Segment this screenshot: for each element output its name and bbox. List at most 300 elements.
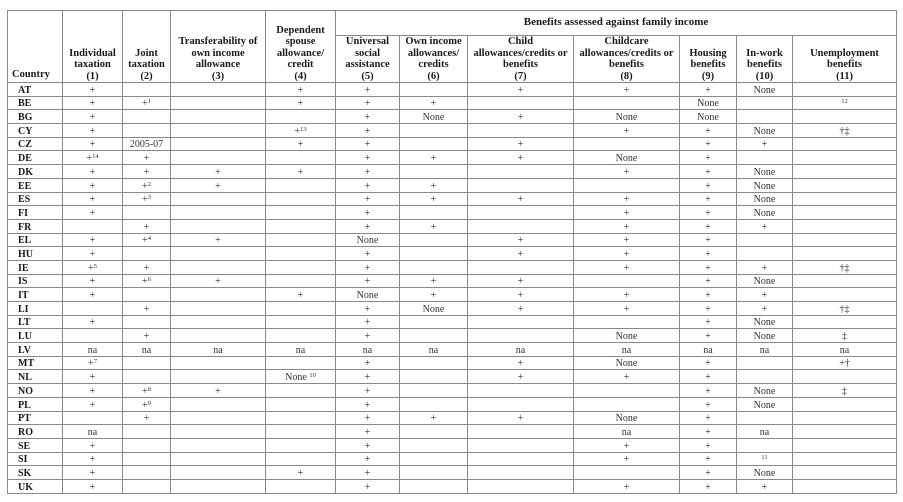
table-cell-col-9 <box>680 343 737 357</box>
table-cell-col-7 <box>468 302 574 316</box>
table-cell-col-10 <box>737 165 793 179</box>
table-cell-col-6 <box>400 219 468 233</box>
table-cell-col-6 <box>400 288 468 302</box>
table-cell-col-2 <box>123 165 171 179</box>
table-cell-col-3 <box>171 425 266 439</box>
table-cell-col-2 <box>123 274 171 288</box>
table-row <box>8 479 897 493</box>
table-cell-col-3 <box>171 411 266 425</box>
table-cell-col-11 <box>793 124 897 138</box>
table-cell-col-11 <box>793 178 897 192</box>
cell-value: + <box>761 221 768 233</box>
table-cell-col-9 <box>680 302 737 316</box>
cell-value: + <box>364 180 371 192</box>
cell-value: + <box>143 413 150 425</box>
cell-value: None <box>753 467 776 479</box>
cell-value: + <box>142 385 148 397</box>
table-cell-col-10 <box>737 466 793 480</box>
table-cell-col-5 <box>336 438 400 452</box>
cell-value: + <box>364 413 371 425</box>
table-cell-col-5 <box>336 165 400 179</box>
table-row <box>8 438 897 452</box>
cell-value: na <box>621 344 632 356</box>
table-cell-col-11 <box>793 452 897 466</box>
country-code-cell: ES <box>8 192 63 206</box>
cell-value: + <box>89 372 96 384</box>
table-cell-col-11 <box>793 370 897 384</box>
country-code-cell: CZ <box>8 137 63 151</box>
cell-footnote-ref: 13 <box>300 125 307 133</box>
cell-value: + <box>705 207 711 219</box>
table-cell-col-6 <box>400 165 468 179</box>
cell-value: + <box>705 139 711 151</box>
table-cell-col-2 <box>123 137 171 151</box>
table-cell-col-2 <box>123 219 171 233</box>
country-code-cell: SK <box>8 466 63 480</box>
table-cell-col-11 <box>793 137 897 151</box>
cell-value: + <box>517 194 524 206</box>
country-code-cell: SE <box>8 438 63 452</box>
table-cell-col-9 <box>680 110 737 124</box>
cell-value: +† <box>839 358 850 370</box>
table-cell-col-2 <box>123 206 171 220</box>
country-code-cell: PT <box>8 411 63 425</box>
table-cell-col-10 <box>737 302 793 316</box>
cell-value: + <box>364 358 371 370</box>
table-cell-col-5 <box>336 315 400 329</box>
table-cell-col-3 <box>171 219 266 233</box>
table-cell-col-1 <box>63 288 123 302</box>
table-cell-col-3 <box>171 124 266 138</box>
table-cell-col-8 <box>574 165 680 179</box>
table-cell-col-5 <box>336 370 400 384</box>
table-cell-col-10 <box>737 397 793 411</box>
cell-value: + <box>89 166 96 178</box>
cell-value: + <box>705 454 711 466</box>
cell-value: + <box>364 372 371 384</box>
cell-value: na <box>515 344 526 356</box>
table-cell-col-2 <box>123 343 171 357</box>
table-cell-col-4 <box>266 452 336 466</box>
cell-value: None <box>753 207 776 219</box>
table-cell-col-5 <box>336 452 400 466</box>
country-code-cell: PL <box>8 397 63 411</box>
cell-value: + <box>705 467 711 479</box>
cell-value: + <box>761 139 768 151</box>
cell-value: + <box>517 235 524 247</box>
table-cell-col-3 <box>171 329 266 343</box>
col-header-8: Childcare allowances/credits or benefits (8) <box>574 36 680 83</box>
table-cell-col-10 <box>737 384 793 398</box>
cell-value: + <box>705 317 711 329</box>
table-cell-col-1 <box>63 397 123 411</box>
table-cell-col-5 <box>336 192 400 206</box>
cell-value: + <box>705 180 711 192</box>
table-cell-col-5 <box>336 343 400 357</box>
cell-value: + <box>364 248 371 260</box>
cell-value: + <box>143 221 150 233</box>
table-cell-col-4 <box>266 96 336 110</box>
table-cell-col-3 <box>171 83 266 97</box>
table-cell-col-3 <box>171 302 266 316</box>
table-cell-col-10 <box>737 260 793 274</box>
table-cell-col-1 <box>63 151 123 165</box>
table-cell-col-3 <box>171 247 266 261</box>
table-cell-col-11 <box>793 233 897 247</box>
table-row <box>8 411 897 425</box>
table-cell-col-9 <box>680 274 737 288</box>
table-cell-col-2 <box>123 192 171 206</box>
table-cell-col-5 <box>336 110 400 124</box>
table-row <box>8 260 897 274</box>
cell-value: + <box>364 276 371 288</box>
table-cell-col-9 <box>680 315 737 329</box>
table-cell-col-2 <box>123 479 171 493</box>
table-cell-col-1 <box>63 137 123 151</box>
cell-value: + <box>430 180 437 192</box>
cell-value: na <box>295 344 306 356</box>
table-cell-col-11 <box>793 302 897 316</box>
table-cell-col-2 <box>123 110 171 124</box>
cell-value: + <box>294 125 301 137</box>
table-cell-col-9 <box>680 466 737 480</box>
cell-value: None <box>615 112 638 124</box>
table-cell-col-1 <box>63 110 123 124</box>
table-row <box>8 178 897 192</box>
table-row <box>8 329 897 343</box>
cell-value: + <box>88 262 94 274</box>
table-cell-col-8 <box>574 206 680 220</box>
table-cell-col-5 <box>336 302 400 316</box>
table-cell-col-8 <box>574 343 680 357</box>
table-cell-col-2 <box>123 356 171 370</box>
table-cell-col-7 <box>468 288 574 302</box>
cell-value: + <box>705 413 711 425</box>
table-cell-col-4 <box>266 397 336 411</box>
table-cell-col-4 <box>266 466 336 480</box>
table-cell-col-6 <box>400 452 468 466</box>
cell-value: na <box>839 344 850 356</box>
country-code-cell: LI <box>8 302 63 316</box>
table-cell-col-11 <box>793 479 897 493</box>
cell-value: + <box>761 262 768 274</box>
table-row <box>8 315 897 329</box>
table-cell-col-6 <box>400 384 468 398</box>
table-cell-col-11 <box>793 206 897 220</box>
table-cell-col-3 <box>171 438 266 452</box>
table-cell-col-8 <box>574 178 680 192</box>
table-cell-col-10 <box>737 329 793 343</box>
table-cell-col-6 <box>400 124 468 138</box>
cell-footnote-ref: 9 <box>147 399 151 407</box>
table-cell-col-7 <box>468 219 574 233</box>
table-cell-col-11 <box>793 438 897 452</box>
cell-value: + <box>89 317 96 329</box>
table-cell-col-6 <box>400 233 468 247</box>
cell-footnote-ref: 5 <box>93 262 97 270</box>
cell-value: + <box>517 139 524 151</box>
table-cell-col-3 <box>171 192 266 206</box>
table-cell-col-7 <box>468 370 574 384</box>
country-code-cell: IS <box>8 274 63 288</box>
table-cell-col-10 <box>737 315 793 329</box>
table-cell-col-3 <box>171 137 266 151</box>
table-cell-col-8 <box>574 411 680 425</box>
table-cell-col-6 <box>400 110 468 124</box>
table-cell-col-2 <box>123 302 171 316</box>
table-row <box>8 288 897 302</box>
col-header-7: Child allowances/credits or benefits (7) <box>468 36 574 83</box>
table-cell-col-2 <box>123 411 171 425</box>
table-cell-col-7 <box>468 151 574 165</box>
cell-value: na <box>428 344 439 356</box>
table-cell-col-5 <box>336 219 400 233</box>
table-cell-col-1 <box>63 247 123 261</box>
table-cell-col-8 <box>574 452 680 466</box>
cell-value: + <box>89 194 96 206</box>
country-code-cell: EE <box>8 178 63 192</box>
table-cell-col-1 <box>63 219 123 233</box>
table-cell-col-6 <box>400 206 468 220</box>
country-code-cell: CY <box>8 124 63 138</box>
table-cell-col-10 <box>737 438 793 452</box>
table-cell-col-5 <box>336 384 400 398</box>
table-cell-col-8 <box>574 329 680 343</box>
table-cell-col-6 <box>400 315 468 329</box>
table-row <box>8 452 897 466</box>
table-cell-col-8 <box>574 151 680 165</box>
col-header-2: Joint taxation (2) <box>123 11 171 83</box>
cell-value: + <box>761 290 768 301</box>
cell-value: + <box>705 84 711 96</box>
cell-value: None <box>753 385 776 397</box>
table-cell-col-2 <box>123 370 171 384</box>
cell-value: + <box>430 276 437 288</box>
cell-value: + <box>705 358 711 370</box>
family-income-table <box>7 10 897 494</box>
cell-value: †‡ <box>839 262 850 274</box>
cell-value: + <box>517 372 524 384</box>
country-code-cell: DK <box>8 165 63 179</box>
table-cell-col-3 <box>171 260 266 274</box>
cell-value: None <box>697 112 719 124</box>
cell-value: + <box>623 303 630 315</box>
cell-value: + <box>143 303 150 315</box>
cell-value: + <box>89 98 96 110</box>
table-cell-col-11 <box>793 384 897 398</box>
table-row <box>8 274 897 288</box>
cell-value: + <box>705 166 711 178</box>
table-cell-col-10 <box>737 479 793 493</box>
cell-value: + <box>215 180 221 192</box>
table-cell-col-2 <box>123 288 171 302</box>
table-cell-col-5 <box>336 151 400 165</box>
table-cell-col-2 <box>123 151 171 165</box>
table-cell-col-4 <box>266 302 336 316</box>
table-cell-col-6 <box>400 178 468 192</box>
country-code-cell: EL <box>8 233 63 247</box>
cell-value: 2005-07 <box>129 139 164 151</box>
table-cell-col-7 <box>468 343 574 357</box>
cell-value: na <box>759 344 770 356</box>
table-cell-col-11 <box>793 466 897 480</box>
table-cell-col-5 <box>336 178 400 192</box>
cell-footnote-ref: 3 <box>147 194 151 202</box>
table-cell-col-2 <box>123 452 171 466</box>
table-cell-col-1 <box>63 343 123 357</box>
cell-value: + <box>705 194 711 206</box>
table-cell-col-10 <box>737 370 793 384</box>
table-cell-col-7 <box>468 178 574 192</box>
table-cell-col-5 <box>336 260 400 274</box>
table-cell-col-4 <box>266 260 336 274</box>
table-cell-col-10 <box>737 343 793 357</box>
table-row <box>8 137 897 151</box>
table-cell-col-5 <box>336 96 400 110</box>
table-cell-col-10 <box>737 192 793 206</box>
cell-value: + <box>86 153 93 165</box>
table-row <box>8 302 897 316</box>
table-cell-col-3 <box>171 452 266 466</box>
cell-value: + <box>517 290 524 301</box>
cell-value: None <box>753 166 776 178</box>
table-cell-col-2 <box>123 233 171 247</box>
table-row <box>8 110 897 124</box>
table-cell-col-7 <box>468 452 574 466</box>
country-code-cell: LV <box>8 343 63 357</box>
table-cell-col-6 <box>400 356 468 370</box>
table-cell-col-4 <box>266 151 336 165</box>
table-cell-col-1 <box>63 274 123 288</box>
cell-value: + <box>517 84 524 96</box>
cell-value: + <box>89 467 96 479</box>
cell-value: †‡ <box>839 303 850 315</box>
table-cell-col-4 <box>266 343 336 357</box>
header-row-group <box>8 11 897 36</box>
cell-value: + <box>364 331 371 343</box>
table-cell-col-1 <box>63 124 123 138</box>
country-code-cell: BG <box>8 110 63 124</box>
cell-value: + <box>430 153 437 165</box>
cell-value: + <box>623 166 630 178</box>
table-cell-col-6 <box>400 438 468 452</box>
table-cell-col-10 <box>737 151 793 165</box>
cell-value: + <box>364 440 371 452</box>
table-cell-col-3 <box>171 288 266 302</box>
col-header-4: Dependent spouse allowance/ credit (4) <box>266 11 336 83</box>
cell-value: + <box>705 399 711 411</box>
table-cell-col-11 <box>793 260 897 274</box>
cell-value: + <box>623 372 630 384</box>
table-cell-col-11 <box>793 288 897 302</box>
cell-value: + <box>89 481 96 493</box>
cell-value: + <box>142 235 148 247</box>
table-cell-col-10 <box>737 110 793 124</box>
group-header: Benefits assessed against family income <box>336 11 897 36</box>
table-row <box>8 384 897 398</box>
cell-value: + <box>89 399 96 411</box>
cell-value: + <box>364 139 371 151</box>
cell-value: + <box>517 413 524 425</box>
table-cell-col-6 <box>400 425 468 439</box>
table-cell-col-3 <box>171 370 266 384</box>
table-cell-col-10 <box>737 288 793 302</box>
cell-value: + <box>623 84 630 96</box>
table-cell-col-3 <box>171 343 266 357</box>
cell-value: †‡ <box>839 125 850 137</box>
table-cell-col-10 <box>737 425 793 439</box>
cell-value: + <box>143 166 150 178</box>
table-cell-col-9 <box>680 397 737 411</box>
table-cell-col-5 <box>336 466 400 480</box>
table-cell-col-6 <box>400 83 468 97</box>
table-cell-col-2 <box>123 260 171 274</box>
country-code-cell: FR <box>8 219 63 233</box>
table-cell-col-4 <box>266 219 336 233</box>
table-cell-col-4 <box>266 356 336 370</box>
cell-footnote-ref: 11 <box>761 454 768 462</box>
table-cell-col-4 <box>266 137 336 151</box>
cell-value: + <box>364 98 371 110</box>
table-cell-col-11 <box>793 411 897 425</box>
table-cell-col-7 <box>468 233 574 247</box>
table-cell-col-1 <box>63 329 123 343</box>
cell-footnote-ref: 10 <box>309 372 316 380</box>
table-row <box>8 466 897 480</box>
cell-value: None <box>356 235 379 247</box>
table-cell-col-11 <box>793 110 897 124</box>
table-row <box>8 425 897 439</box>
table-cell-col-9 <box>680 438 737 452</box>
table-cell-col-10 <box>737 219 793 233</box>
table-cell-col-3 <box>171 384 266 398</box>
table-cell-col-10 <box>737 206 793 220</box>
table-cell-col-4 <box>266 124 336 138</box>
cell-value: + <box>364 221 371 233</box>
cell-value: + <box>364 166 371 178</box>
cell-value: ‡ <box>842 385 848 397</box>
cell-value: + <box>364 194 371 206</box>
table-cell-col-1 <box>63 370 123 384</box>
cell-value: + <box>623 235 630 247</box>
table-cell-col-3 <box>171 96 266 110</box>
cell-value: + <box>364 207 371 219</box>
table-cell-col-1 <box>63 384 123 398</box>
table-cell-col-11 <box>793 397 897 411</box>
table-cell-col-8 <box>574 219 680 233</box>
country-code-cell: SI <box>8 452 63 466</box>
table-cell-col-4 <box>266 274 336 288</box>
table-cell-col-3 <box>171 315 266 329</box>
table-cell-col-4 <box>266 192 336 206</box>
table-cell-col-4 <box>266 479 336 493</box>
table-cell-col-8 <box>574 233 680 247</box>
table-cell-col-3 <box>171 151 266 165</box>
cell-value: + <box>364 426 371 438</box>
country-code-cell: NO <box>8 384 63 398</box>
col-header-5: Universal social assistance (5) <box>336 36 400 83</box>
table-row <box>8 247 897 261</box>
cell-value: + <box>364 153 371 165</box>
table-cell-col-4 <box>266 110 336 124</box>
cell-value: + <box>517 276 524 288</box>
cell-value: + <box>705 153 711 165</box>
table-cell-col-10 <box>737 452 793 466</box>
cell-value: + <box>623 290 630 301</box>
table-cell-col-3 <box>171 206 266 220</box>
table-cell-col-7 <box>468 274 574 288</box>
table-cell-col-7 <box>468 192 574 206</box>
